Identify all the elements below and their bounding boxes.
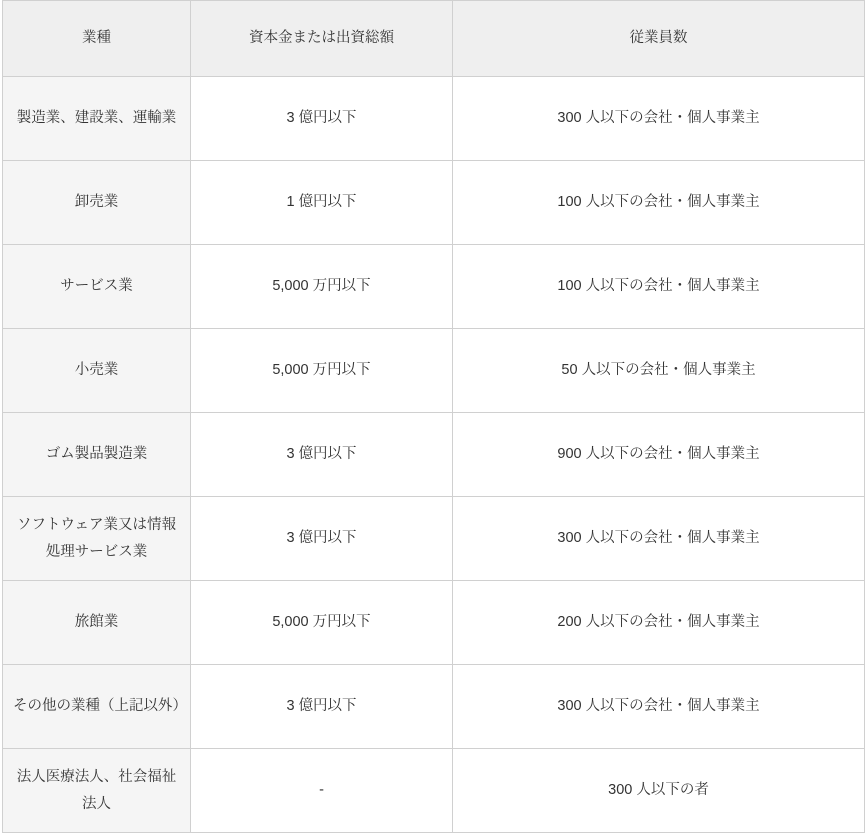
table-header-row xyxy=(3,1,865,77)
cell-industry: ソフトウェア業又は情報処理サービス業 xyxy=(3,497,191,581)
cell-industry: その他の業種（上記以外） xyxy=(3,665,191,749)
table-row xyxy=(3,245,865,329)
cell-employees: 100 人以下の会社・個人事業主 xyxy=(453,161,865,245)
cell-industry: サービス業 xyxy=(3,245,191,329)
cell-industry: 旅館業 xyxy=(3,581,191,665)
column-header-industry: 業種 xyxy=(3,1,191,77)
cell-capital: 3 億円以下 xyxy=(191,497,453,581)
cell-employees: 300 人以下の会社・個人事業主 xyxy=(453,77,865,161)
table-row xyxy=(3,77,865,161)
cell-capital: 3 億円以下 xyxy=(191,77,453,161)
cell-capital: 1 億円以下 xyxy=(191,161,453,245)
cell-capital: 3 億円以下 xyxy=(191,665,453,749)
table-row xyxy=(3,329,865,413)
column-header-capital: 資本金または出資総額 xyxy=(191,1,453,77)
column-header-employees: 従業員数 xyxy=(453,1,865,77)
cell-employees: 100 人以下の会社・個人事業主 xyxy=(453,245,865,329)
cell-employees: 900 人以下の会社・個人事業主 xyxy=(453,413,865,497)
table-header xyxy=(3,1,865,77)
cell-capital: 5,000 万円以下 xyxy=(191,245,453,329)
cell-employees: 300 人以下の会社・個人事業主 xyxy=(453,665,865,749)
table-body xyxy=(3,77,865,833)
table-row xyxy=(3,749,865,833)
cell-employees: 300 人以下の者 xyxy=(453,749,865,833)
cell-capital: - xyxy=(191,749,453,833)
table-row xyxy=(3,497,865,581)
sme-definition-table xyxy=(2,0,865,833)
cell-industry: 製造業、建設業、運輸業 xyxy=(3,77,191,161)
table-row xyxy=(3,581,865,665)
cell-employees: 200 人以下の会社・個人事業主 xyxy=(453,581,865,665)
cell-employees: 300 人以下の会社・個人事業主 xyxy=(453,497,865,581)
cell-industry: 小売業 xyxy=(3,329,191,413)
cell-capital: 5,000 万円以下 xyxy=(191,329,453,413)
cell-industry: 法人医療法人、社会福祉法人 xyxy=(3,749,191,833)
table-row xyxy=(3,161,865,245)
cell-capital: 5,000 万円以下 xyxy=(191,581,453,665)
table-row xyxy=(3,665,865,749)
table-row xyxy=(3,413,865,497)
cell-industry: 卸売業 xyxy=(3,161,191,245)
cell-industry: ゴム製品製造業 xyxy=(3,413,191,497)
cell-employees: 50 人以下の会社・個人事業主 xyxy=(453,329,865,413)
cell-capital: 3 億円以下 xyxy=(191,413,453,497)
